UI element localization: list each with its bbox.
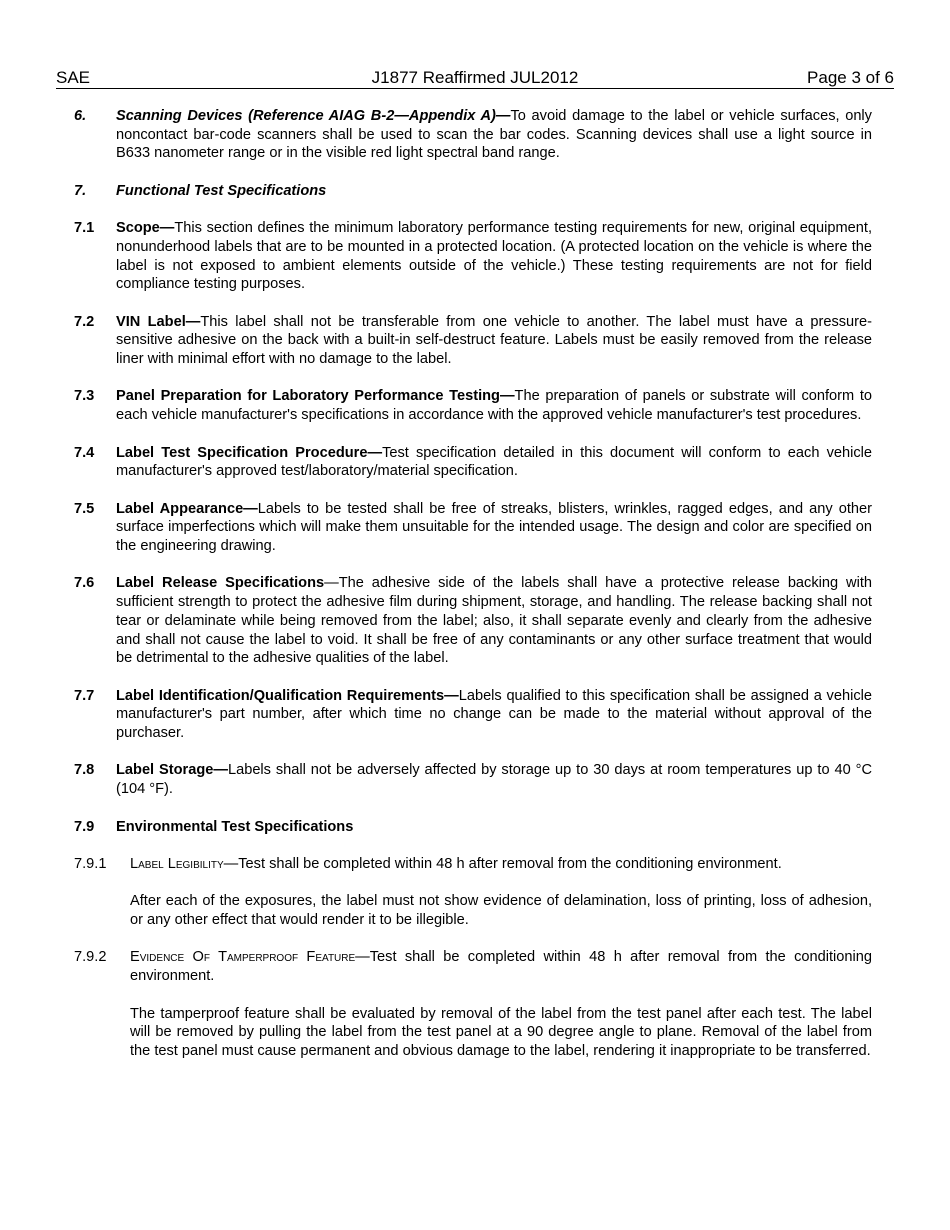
section-number: 7.5	[74, 500, 95, 517]
section-number: 7.	[74, 182, 87, 199]
section-number: 7.8	[74, 762, 95, 779]
page-header	[56, 67, 894, 89]
section-title: Label Test Specification Procedure—	[116, 444, 383, 461]
section-title: Label Storage—	[116, 762, 228, 779]
section-number: 6.	[74, 108, 87, 124]
section-7-4	[74, 444, 872, 481]
section-number: 7.6	[74, 575, 95, 592]
section-7-3	[74, 387, 872, 424]
section-number: 7.1	[74, 220, 95, 237]
section-7-1	[74, 219, 872, 294]
section-7-9-2-paragraph: The tamperproof feature shall be evaluated by removal of the label from the test panel after each test. The label will be removed by pulling the label from the test panel at a 90 degree angle to plane. Removal of the label from the test panel must cause permanent and obvious damage to the label, rendering it inappropriate to be transferred.	[130, 1005, 872, 1059]
section-7-9	[74, 818, 872, 837]
section-title: Label Release Specifications	[116, 575, 325, 592]
section-title: Label Legibility	[130, 855, 224, 872]
section-text: The preparation of panels or substrate will conform to each vehicle manufacturer's specifications in accordance with the approved vehicle manufacturer's test procedures.	[116, 388, 872, 424]
section-text: —Test shall be completed within 48 h after removal from the conditioning environment.	[130, 949, 872, 985]
header-doc-id: J1877 Reaffirmed JUL2012	[371, 68, 579, 87]
section-number: 7.3	[74, 388, 95, 405]
section-title: Panel Preparation for Laboratory Performance Testing—	[116, 388, 515, 405]
section-number: 7.9.2	[74, 949, 107, 966]
section-title: Scope—	[116, 220, 175, 237]
section-6	[74, 107, 872, 163]
section-text: —The adhesive side of the labels shall have a protective release backing with sufficient strength to protect the adhesive film during shipment, storage, and handling. The release backing shall not tear or delaminate while being removed from the label; also, it shall separate evenly and clearly from the adhesive and shall not cause the label to void. It shall be free of any contaminants or any other surface treatment that would be detrimental to the adhesive qualities of the label.	[116, 575, 873, 667]
section-title: VIN Label—	[116, 313, 201, 330]
section-text: —Test shall be completed within 48 h after removal from the conditioning environment.	[223, 855, 782, 872]
section-title: Evidence Of Tamperproof Feature	[130, 949, 356, 966]
section-title: Environmental Test Specifications	[116, 818, 354, 835]
section-7	[74, 182, 872, 201]
section-7-9-1	[74, 855, 872, 874]
document-body	[74, 107, 872, 1079]
section-text: To avoid damage to the label or vehicle surfaces, only noncontact bar-code scanners shall be used to scan the bar codes. Scanning devices shall use a light source in B633 nanometer range or in the visible red light spectral band range.	[116, 108, 872, 162]
section-text: Labels shall not be adversely affected by storage up to 30 days at room temperatures up to 40 °C (104 °F).	[116, 762, 873, 798]
section-7-9-2	[74, 948, 872, 985]
section-text: Labels qualified to this specification shall be assigned a vehicle manufacturer's part number, after which time no change can be made to the material without approval of the purchaser.	[116, 687, 872, 742]
section-text: Labels to be tested shall be free of streaks, blisters, wrinkles, ragged edges, and any other surface imperfections which will make them unsuitable for the intended usage. The design and color are specified on the engineering drawing.	[116, 500, 872, 555]
section-7-5	[74, 500, 872, 556]
section-title: Scanning Devices (Reference AIAG B-2—Appendix A)—	[116, 108, 511, 124]
header-page-number: Page 3 of 6	[807, 68, 894, 87]
section-number: 7.9.1	[74, 855, 107, 872]
section-text: Test specification detailed in this document will conform to each vehicle manufacturer's approved test/laboratory/material specification.	[116, 444, 872, 480]
section-number: 7.7	[74, 687, 95, 704]
section-number: 7.9	[74, 818, 95, 835]
section-7-2	[74, 313, 872, 369]
section-7-7	[74, 687, 872, 743]
section-7-6	[74, 574, 872, 668]
section-text: This section defines the minimum laboratory performance testing requirements for new, original equipment, nonunderhood labels that are to be mounted in a protected location. (A protected location on the vehicle is where the label is not exposed to ambient elements outside of the vehicle.) These testing requirements are not for field compliance testing purposes.	[116, 220, 872, 293]
section-title: Label Identification/Qualification Requirements—	[116, 687, 459, 704]
section-title: Functional Test Specifications	[116, 182, 327, 199]
section-7-9-1-paragraph: After each of the exposures, the label must not show evidence of delamination, loss of printing, loss of adhesion, or any other effect that would render it to be illegible.	[130, 893, 872, 929]
section-number: 7.4	[74, 444, 95, 461]
section-7-8	[74, 761, 872, 798]
section-title: Label Appearance—	[116, 500, 258, 517]
section-number: 7.2	[74, 313, 95, 330]
section-text: This label shall not be transferable from one vehicle to another. The label must have a pressure-sensitive adhesive on the back with a built-in self-destruct feature. Labels must be easily removed from the release liner with minimal effort with no damage to the label.	[116, 313, 873, 368]
header-org: SAE	[56, 68, 91, 87]
